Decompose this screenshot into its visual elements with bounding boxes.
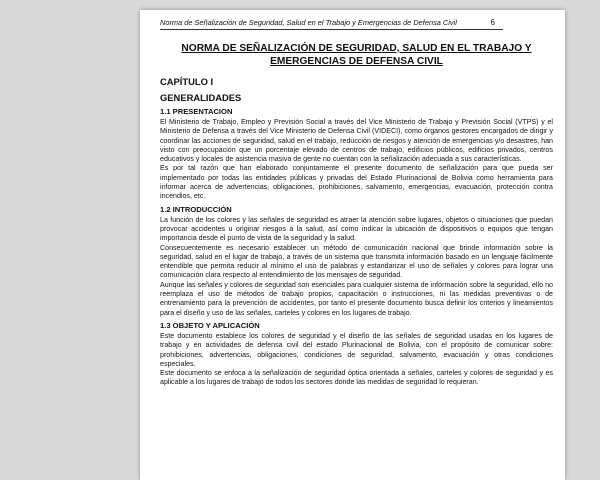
paragraph: Este documento establece los colores de seguridad y el diseño de las señales de seguridad usadas en los lugares de trabajo y en actividades de defensa civil del estado Plurinacional de Bolivia, con el propósito de comunicar sobre: prohibiciones, advertencias, obligaciones, condiciones de seguridad, salvamento, evacuación y otras condiciones especiales. xyxy=(160,331,553,368)
paragraph: Este documento se enfoca a la señalización de seguridad óptica orientada a señales, carteles y colores de seguridad y es aplicable a los lugares de trabajo de todos los sectores donde las medidas de seguridad lo requieran. xyxy=(160,369,553,387)
chapter-heading: CAPÍTULO I xyxy=(160,76,214,87)
section-heading-presentacion: 1.1 PRESENTACION xyxy=(160,107,233,116)
page-number: 6 xyxy=(490,18,495,27)
paragraph: Aunque las señales y colores de seguridad son esenciales para cualquier sistema de información sobre la seguridad, ello no reemplaza el uso de métodos de trabajo propios, capacitación o instrucciones, ni las medidas preventivas o de entrenamiento para la prevención de accidentes, por tanto el presente documento busca definir los criterios y lineamientos para el diseño y uso de las señales, carteles y colores en los lugares de trabajo. xyxy=(160,280,553,317)
running-title: Norma de Señalización de Seguridad, Salud en el Trabajo y Emergencias de Defensa Civil xyxy=(160,18,457,27)
document-page xyxy=(140,10,565,480)
paragraph: La función de los colores y las señales de seguridad es atraer la atención sobre lugares, objetos o situaciones que puedan provocar accidentes u originar riesgos a la salud, así como indicar la ubicación de dispositivos o equipos que tengan importancia desde el punto de vista de la seguridad y la salud. xyxy=(160,215,553,243)
section-heading-objeto: 1.3 OBJETO Y APLICACIÓN xyxy=(160,320,260,330)
running-header xyxy=(160,18,503,30)
document-title: NORMA DE SEÑALIZACIÓN DE SEGURIDAD, SALUD EN EL TRABAJO Y EMERGENCIAS DE DEFENSA CIVIL xyxy=(181,43,532,67)
section-heading-introduccion: 1.2 INTRODUCCIÓN xyxy=(160,204,232,214)
paragraph: El Ministerio de Trabajo, Empleo y Previsión Social a través del Vice Ministerio de Trabajo y Previsión Social (VTPS) y el Ministerio de Defensa a través del Vice Ministerio de Defensa Civil (VIDECI), como órganos gestores encargados de dirigir y coordinar las acciones de seguridad, salud en el trabajo, reducción de riesgos y atención de emergencias y/o desastres, han visto con preocupación que un porcentaje elevado de centros de trabajo, edificios públicos, edificios privados, centros educativos y locales de asistencia masiva de gente no cuentan con la señalización adecuada a sus características. xyxy=(160,118,553,164)
chapter-title: GENERALIDADES xyxy=(160,92,242,103)
paragraph: Es por tal razón que han elaborado conjuntamente el presente documento de señalización para que pueda ser implementado por todas las entidades públicas y privadas del Estado Plurinacional de Bolivia como herramienta para informar acerca de advertencias, obligaciones, prohibiciones, salvamento, emergencias, evacuación, protección contra incendios, etc. xyxy=(160,164,553,201)
paragraph: Consecuentemente es necesario establecer un método de comunicación nacional que brinde información sobre la seguridad, salud en el lugar de trabajo, a través de un sistema que transmita información basado en un lenguaje fácilmente entendible que permita reducir al mínimo el uso de palabras y estandarizar el uso de señales y colores para lograr una comunicación clara respecto al entendimiento de los mensajes de seguridad. xyxy=(160,243,553,280)
page-content xyxy=(140,18,565,388)
